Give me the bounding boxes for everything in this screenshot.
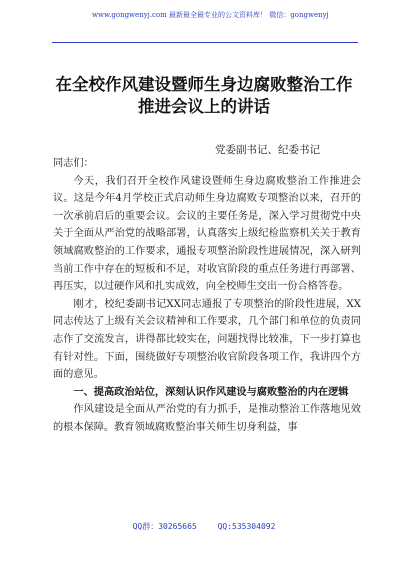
body-paragraph-3: 作风建设是全面从严治党的有力抓手，是推动整治工作落地见效的根本保障。教育领域腐败整治事关师生切身利益，事 <box>53 404 361 433</box>
title-line-1: 在全校作风建设暨师生身边腐败整治工作 <box>55 75 353 94</box>
site-header-text: www.gongwenyj.com 最新最全最专业的公文资料库！ 微信：gongwenyj <box>92 11 329 19</box>
document-body <box>53 155 361 437</box>
footer-qq-group: QQ群：30265665 <box>132 522 197 531</box>
header-divider <box>52 42 358 43</box>
body-paragraph-2: 刚才，校纪委副书记XX同志通报了专项整治的阶段性进展，XX同志传达了上级有关会议精神和工作要求，几个部门和单位的负责同志作了交流发言，讲得都比较实在，问题找得比较准，下一步打算也有针对性。下面，围绕做好专项整治收官阶段各项工作，我讲四个方面的意见。 <box>53 298 361 381</box>
salutation: 同志们： <box>53 158 94 169</box>
title-line-2: 推进会议上的讲话 <box>138 97 270 116</box>
page-footer <box>0 521 408 532</box>
speaker-role: 党委副书记、纪委书记 <box>215 144 320 156</box>
document-title <box>40 74 368 118</box>
footer-qq: QQ:535304092 <box>217 522 276 531</box>
section-heading-1: 一、提高政治站位，深刻认识作风建设与腐败整治的内在逻辑 <box>73 385 349 398</box>
body-paragraph-1: 今天，我们召开全校作风建设暨师生身边腐败整治工作推进会议。这是今年4月学校正式启动师生身边腐败专项整治以来，召开的一次承前启后的重要会议。会议的主要任务是，深入学习贯彻党中央关于全面从严治党的战略部署，认真落实上级纪检监察机关关于教育领域腐败整治的工作要求，通报专项整治阶段性进展情况，深入研判当前工作中存在的短板和不足，对收官阶段的重点任务进行再部署、再压实，以过硬作风和扎实成效，向全校师生交出一份合格答卷。 <box>53 175 361 293</box>
